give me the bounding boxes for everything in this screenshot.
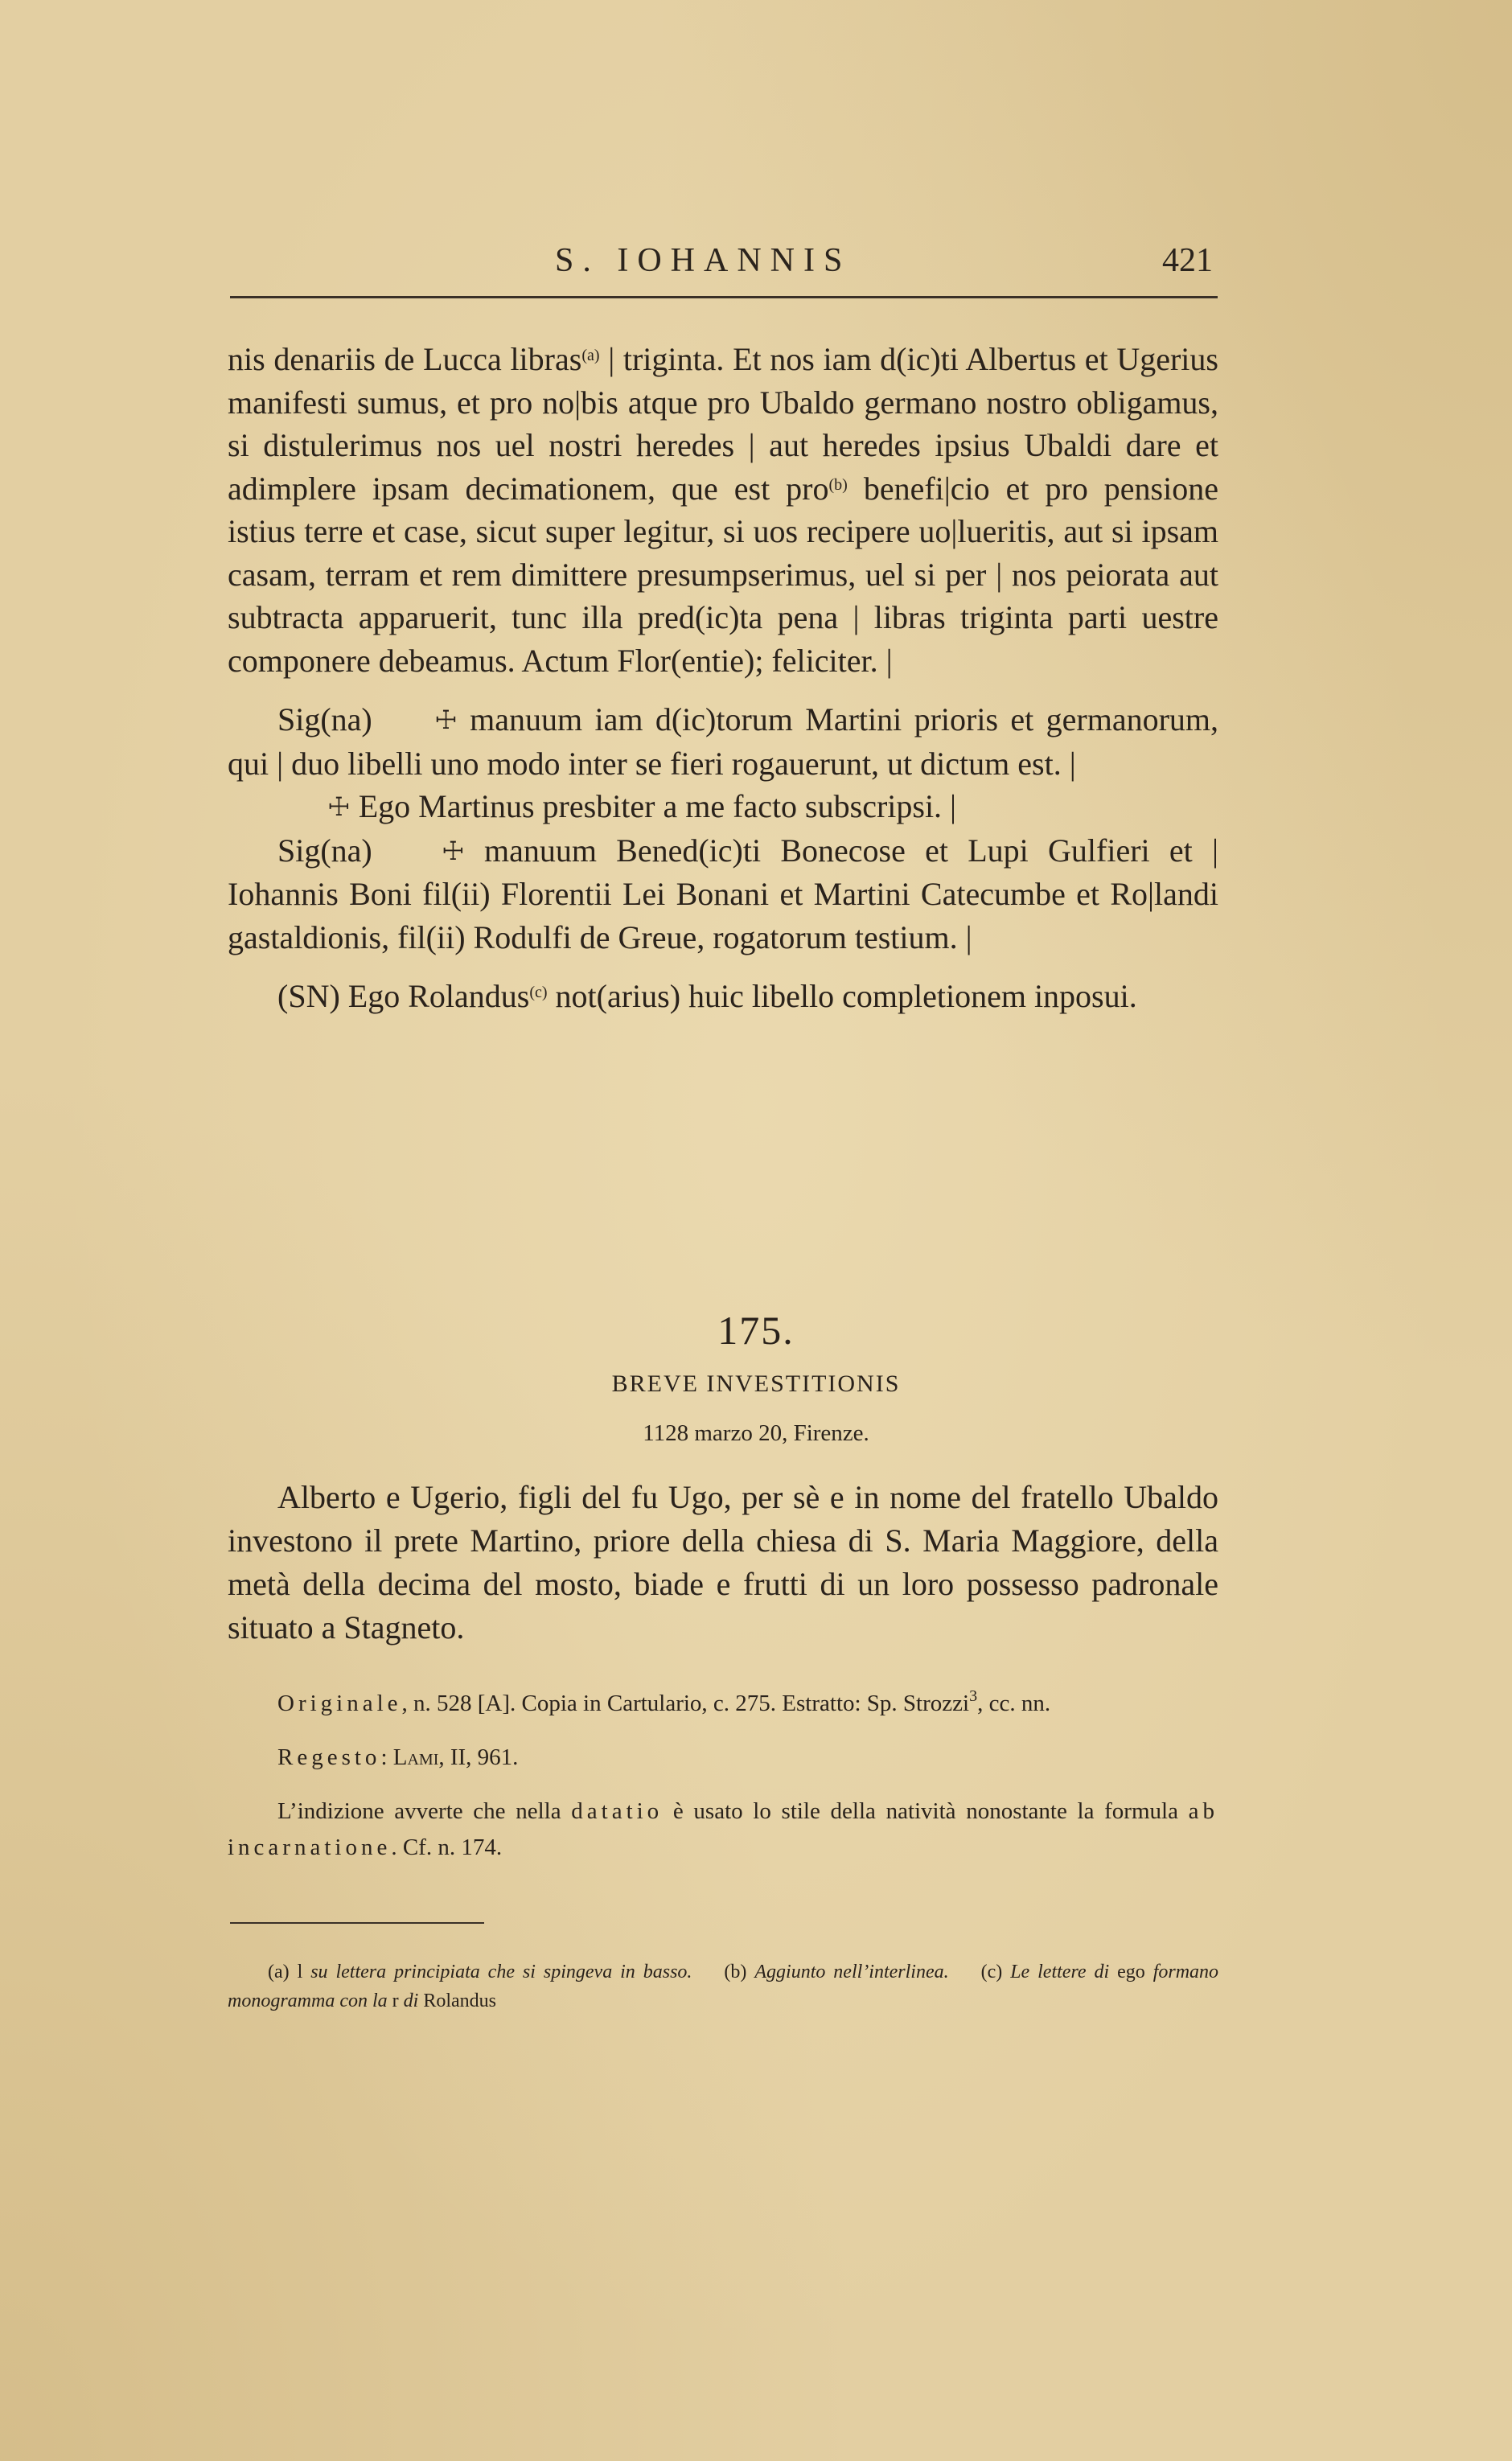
text-run: manuum Bened(ic)ti Bonecose et Lupi Gulfieri et | Iohannis Boni fil(ii) Florentii Lei Bonani et Martini Catecumbe et Ro|landi gastaldionis, fil(ii) Rodulfi de Greue, rogatorum testium. | (228, 832, 1218, 955)
text-run: è usato lo stile della natività nonostante la formula (663, 1798, 1189, 1824)
text-run: r (392, 1991, 399, 2011)
text-run: L’indizione avverte che nella (277, 1798, 572, 1824)
note-label-original: Originale (277, 1691, 402, 1716)
text-run: ego (1117, 1962, 1145, 1982)
term-datatio: datatio (571, 1798, 664, 1824)
text-run: , II, 961. (438, 1744, 519, 1770)
superscript: 3 (969, 1687, 978, 1705)
text-run: : (380, 1744, 393, 1770)
text-run: Ego Martinus presbiter a me facto subscripsi. | (350, 788, 957, 824)
text-run: , n. 528 [A]. Copia in Cartulario, c. 275. Estratto: Sp. Strozzi (401, 1691, 970, 1716)
note-indiction (228, 1793, 1218, 1866)
charter-text (228, 338, 1218, 1018)
footnote-label-a: (a) (268, 1962, 290, 1982)
document-title: BREVE INVESTITIONIS (611, 1370, 901, 1397)
text-run: Sig(na) (277, 701, 372, 737)
cross-signum-icon: ☩ (442, 836, 465, 865)
charter-paragraph-subscription (228, 785, 1218, 829)
charter-paragraph-notary (228, 975, 1218, 1018)
footnote-rule (230, 1922, 484, 1924)
footnote-label-c: (c) (980, 1962, 1003, 1982)
text-run: nis denariis de Lucca libras (228, 341, 582, 377)
text-run: (SN) Ego Rolandus (277, 978, 530, 1014)
document-date: 1128 marzo 20, Firenze. (643, 1420, 869, 1446)
text-run: formano monogramma con la (228, 1962, 1219, 2011)
text-run: l (297, 1962, 303, 1982)
footnotes (228, 1958, 1218, 2015)
text-run: | triginta. Et nos iam d(ic)ti Albertus et Ugerius manifesti sumus, et pro no|bis atque pro Ubaldo germano nostro obligamus, si distulerimus nos uel nostri heredes | aut heredes ipsius Ubaldi dare et adimplere ipsam decimationem, que est pro (228, 341, 1218, 507)
footnote-label-b: (b) (724, 1962, 747, 1982)
text-run: , cc. nn. (977, 1691, 1051, 1716)
page-number: 421 (1162, 242, 1213, 279)
note-label-regesto: Regesto (277, 1744, 381, 1770)
running-header-title: S. IOHANNIS (555, 242, 852, 279)
note-regesto (228, 1740, 1218, 1776)
document-number: 175. (717, 1308, 795, 1353)
footnote-ref-b: (b) (828, 475, 848, 494)
footnote-block (228, 1958, 1218, 2015)
text-run: not(arius) huic libello completionem inposui. (547, 978, 1137, 1014)
charter-paragraph-signa-1 (228, 698, 1218, 785)
term-incarnatione: ab incarnatione (228, 1798, 1218, 1860)
footnote-text-a: su lettera principiata che si spingeva in basso. (302, 1962, 692, 1982)
text-run: Sig(na) (277, 832, 372, 869)
archival-notes (228, 1686, 1218, 1866)
document-summary: Alberto e Ugerio, figli del fu Ugo, per sè e in nome del fratello Ubaldo investono il prete Martino, priore della chiesa di S. Maria Maggiore, della metà della decima del mosto, biade e frutti di un loro possesso padronale situato a Stagneto. (228, 1479, 1218, 1645)
author-name: Lami (392, 1744, 439, 1770)
text-run: . Cf. n. 174. (391, 1834, 503, 1860)
footnote-text-b: Aggiunto nell’interlinea. (754, 1962, 949, 1982)
footnote-ref-a: (a) (581, 347, 600, 364)
text-run: Rolandus (423, 1991, 496, 2011)
cross-signum-icon: ☩ (434, 705, 458, 734)
footnote-text-c: Le lettere di (1010, 1962, 1110, 1982)
charter-paragraph-1 (228, 338, 1218, 682)
cross-signum-icon: ☩ (327, 792, 351, 821)
text-run: di (403, 1991, 419, 2011)
header-rule (230, 296, 1218, 298)
charter-paragraph-signa-2 (228, 829, 1218, 959)
text-run: benefi|cio et pro pensione istius terre et case, sicut super legitur, si uos recipere uo|lueritis, aut si ipsam casam, terram et rem dimittere presumpserimus, uel si per | nos peiorata aut subtracta apparuerit, tunc illa pred(ic)ta pena | libras triginta parti uestre componere debeamus. Actum Flor(entie); feliciter. | (228, 470, 1218, 679)
footnote-ref-c: (c) (529, 984, 548, 1001)
text-run: manuum iam d(ic)torum Martini prioris et germanorum, qui | duo libelli uno modo inter se fieri rogauerunt, ut dictum est. | (228, 701, 1218, 782)
note-original (228, 1686, 1218, 1722)
